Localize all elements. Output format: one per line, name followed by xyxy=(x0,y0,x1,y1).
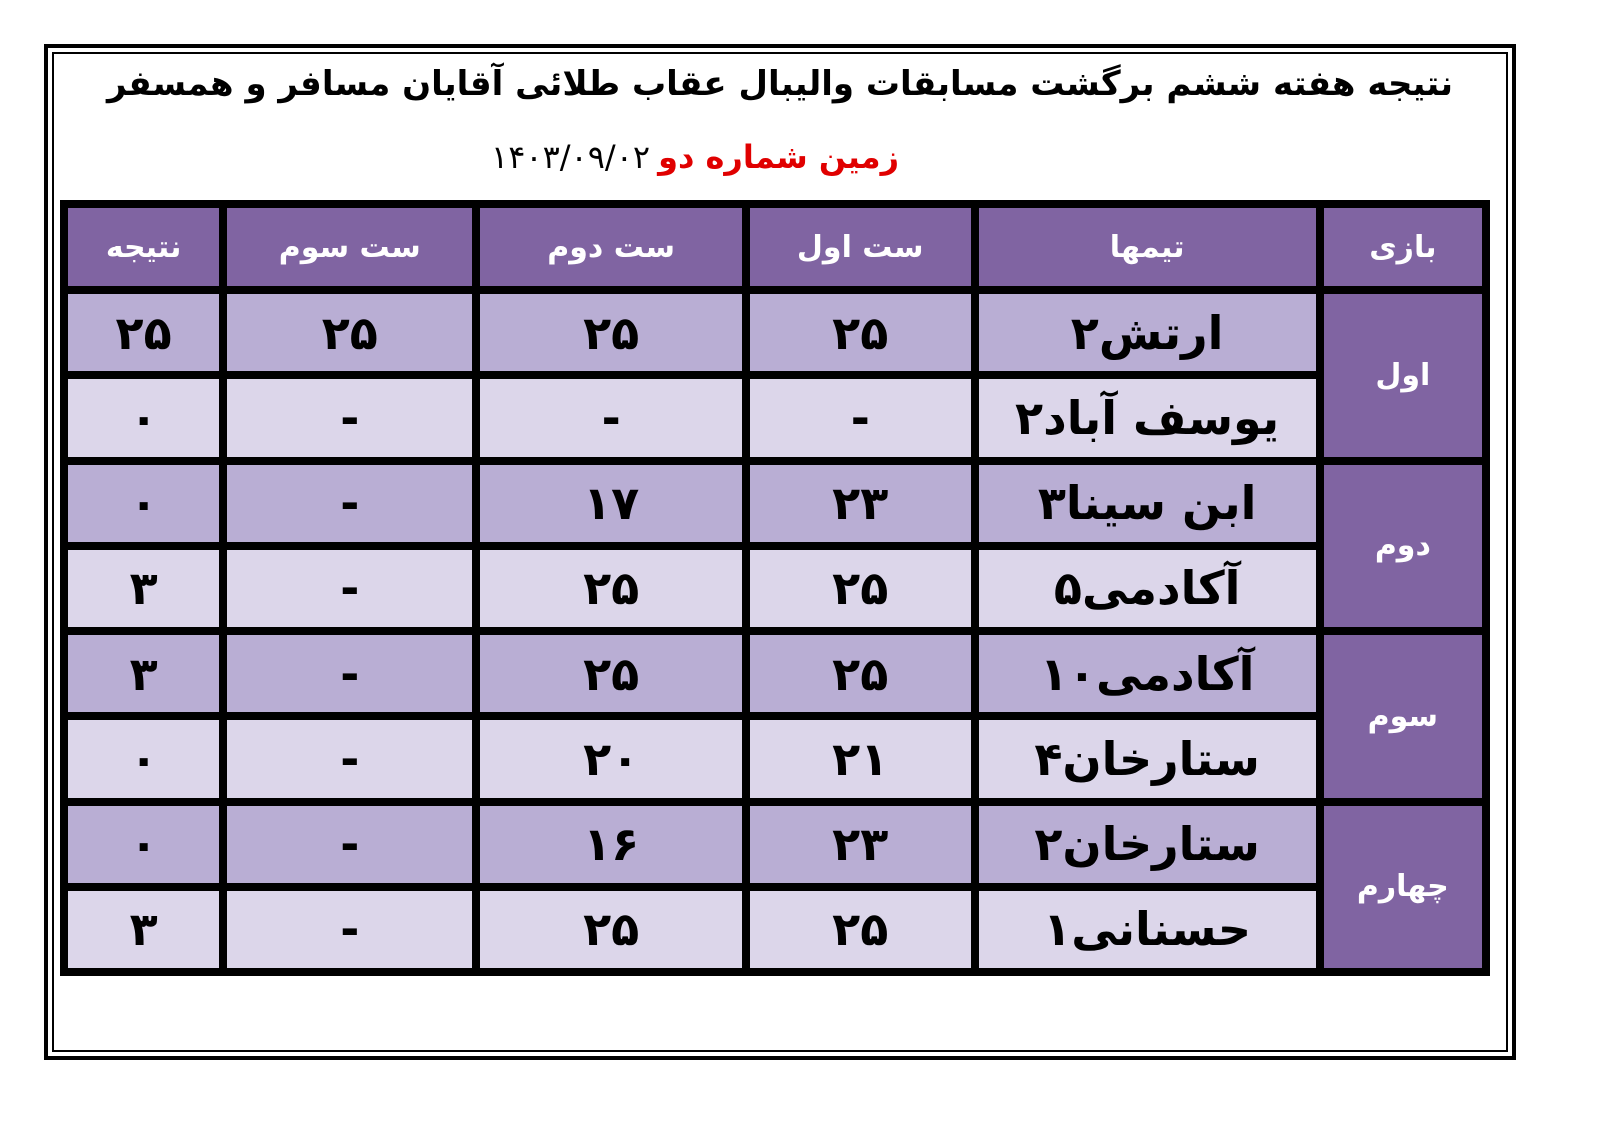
set2-score: ۱۷ xyxy=(480,465,742,542)
team-name: ابن سینا۳ xyxy=(979,465,1316,542)
set2-score: ۲۰ xyxy=(480,720,742,797)
set2-score: ۲۵ xyxy=(480,891,742,968)
team-name: آکادمی۵ xyxy=(979,550,1316,627)
team-name: ستارخان۲ xyxy=(979,806,1316,883)
set1-score: ۲۳ xyxy=(750,806,971,883)
table-row xyxy=(68,294,1482,371)
set1-score: - xyxy=(750,379,971,456)
table-row xyxy=(68,891,1482,968)
result-score: ۰ xyxy=(68,465,219,542)
table-row xyxy=(68,635,1482,712)
table-row xyxy=(68,550,1482,627)
team-name: ارتش۲ xyxy=(979,294,1316,371)
set2-score: ۲۵ xyxy=(480,635,742,712)
result-score: ۰ xyxy=(68,806,219,883)
set3-score: - xyxy=(227,465,472,542)
table-row xyxy=(68,465,1482,542)
field-label: زمین شماره دو xyxy=(658,138,899,176)
result-score: ۳ xyxy=(68,891,219,968)
table-row xyxy=(68,720,1482,797)
result-score: ۳ xyxy=(68,550,219,627)
set3-score: - xyxy=(227,550,472,627)
set2-score: - xyxy=(480,379,742,456)
column-header-set2: ست دوم xyxy=(480,208,742,286)
set1-score: ۲۵ xyxy=(750,550,971,627)
set1-score: ۲۵ xyxy=(750,635,971,712)
set3-score: ۲۵ xyxy=(227,294,472,371)
table-row xyxy=(68,379,1482,456)
set1-score: ۲۱ xyxy=(750,720,971,797)
column-header-result: نتیجه xyxy=(68,208,219,286)
set1-score: ۲۵ xyxy=(750,891,971,968)
set3-score: - xyxy=(227,720,472,797)
match-date: ۱۴۰۳/۰۹/۰۲ xyxy=(491,138,651,176)
team-name: ستارخان۴ xyxy=(979,720,1316,797)
column-header-set3: ست سوم xyxy=(227,208,472,286)
game-label: سوم xyxy=(1324,635,1482,798)
team-name: آکادمی۱۰ xyxy=(979,635,1316,712)
column-header-set1: ست اول xyxy=(750,208,971,286)
set1-score: ۲۳ xyxy=(750,465,971,542)
set3-score: - xyxy=(227,891,472,968)
team-name: یوسف آباد۲ xyxy=(979,379,1316,456)
page-title: نتیجه هفته ششم برگشت مسابقات والیبال عقاب طلائی آقایان مسافر و همسفر xyxy=(107,64,1453,104)
set2-score: ۲۵ xyxy=(480,294,742,371)
set1-score: ۲۵ xyxy=(750,294,971,371)
game-label: اول xyxy=(1324,294,1482,457)
table-row xyxy=(68,806,1482,883)
set3-score: - xyxy=(227,379,472,456)
game-label: چهارم xyxy=(1324,806,1482,969)
result-score: ۲۵ xyxy=(68,294,219,371)
set2-score: ۲۵ xyxy=(480,550,742,627)
result-score: ۰ xyxy=(68,720,219,797)
set3-score: - xyxy=(227,806,472,883)
set3-score: - xyxy=(227,635,472,712)
results-table xyxy=(60,200,1490,976)
result-score: ۰ xyxy=(68,379,219,456)
result-score: ۳ xyxy=(68,635,219,712)
subtitle xyxy=(480,138,910,176)
set2-score: ۱۶ xyxy=(480,806,742,883)
game-label: دوم xyxy=(1324,465,1482,628)
column-header-game: بازی xyxy=(1324,208,1482,286)
column-header-teams: تیمها xyxy=(979,208,1316,286)
team-name: حسنانی۱ xyxy=(979,891,1316,968)
